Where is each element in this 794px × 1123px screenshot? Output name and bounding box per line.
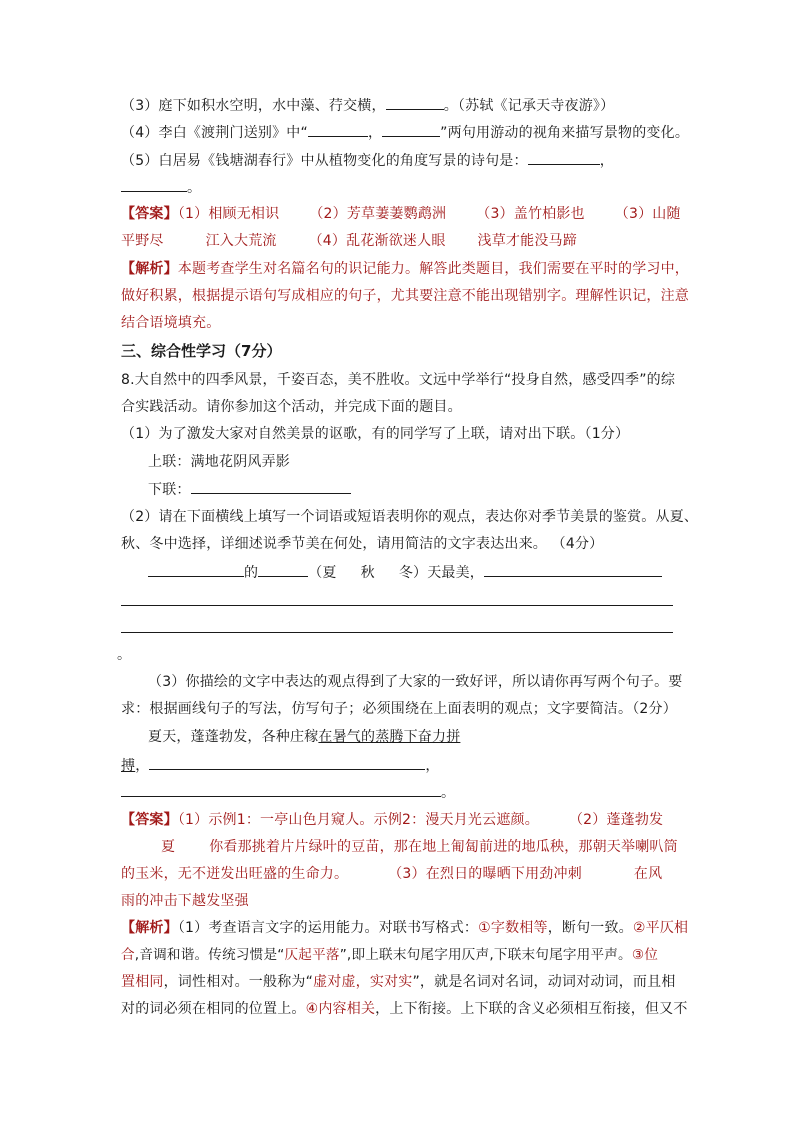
writing-end-period: 。 xyxy=(117,647,132,663)
q8-part2-1: （2）请在下面横线上填写一个词语或短语表明你的观点，表达你对季节美景的鉴赏。从夏、 xyxy=(121,509,699,525)
s3-answer-line-2 xyxy=(161,837,678,857)
answer-2: （2）芳草萋萋鹦鹉洲 xyxy=(309,206,447,222)
answer-blank[interactable] xyxy=(121,177,187,192)
season-blank[interactable] xyxy=(258,562,308,577)
s3-analysis-4a: 对的词必须在相同的位置上。 xyxy=(121,1001,306,1017)
q8-part2-2: 秋、冬中选择，详细述说季节美在何处，请用简洁的文字表达出来。 （4分） xyxy=(121,536,604,552)
s3-analysis-4b: ④内容相关 xyxy=(305,1001,376,1017)
imitation-line-2 xyxy=(121,782,455,803)
s3-answer-text-1: 你看那挑着片片绿叶的豆苗，那在地上匍匐前进的地瓜秧，那朝天举喇叭筒 xyxy=(209,839,678,855)
q5-end: 。 xyxy=(187,180,202,196)
analysis-text-1: 本题考查学生对名篇名句的识记能力。解答此类题目，我们需要在平时的学习中， xyxy=(177,261,690,277)
description-blank[interactable] xyxy=(484,562,662,577)
q5-text: （5）白居易《钱塘湖春行》中从植物变化的角度写景的诗句是： xyxy=(121,153,528,169)
s3-analysis-2b: ,音调和谐。传统习惯是“ xyxy=(134,947,285,963)
question-5-cont xyxy=(121,177,201,198)
imitation-blank-1[interactable] xyxy=(149,755,425,770)
answer-blank[interactable] xyxy=(386,95,444,110)
model-comma: ， xyxy=(135,758,150,774)
q8-part3-1: （3）你描绘的文字中表达的观点得到了大家的一致好评，所以请你再写两个句子。要 xyxy=(148,674,683,690)
answer-4c: 江入大荒流 xyxy=(205,233,277,249)
imitation-period: 。 xyxy=(441,785,456,801)
couplet-upper: 上联：满地花阴风弄影 xyxy=(148,454,290,470)
s3-analysis-3d: ”，就是名词对名词，动词对动词，而且相 xyxy=(412,974,676,990)
q8-intro-1: 8.大自然中的四季风景，千姿百态，美不胜收。文远中学举行“投身自然，感受四季”的综 xyxy=(121,372,676,388)
answer-blank[interactable] xyxy=(382,122,440,137)
model-sentence xyxy=(148,727,460,747)
question-3 xyxy=(121,95,614,116)
s3-answer-line-3 xyxy=(121,864,662,884)
s3-answer-tag: 【答案】 xyxy=(121,812,178,828)
answer-line-1 xyxy=(121,204,681,224)
q5-comma: ， xyxy=(599,153,614,169)
s3-analysis-3c: 虚对虚，实对实 xyxy=(313,974,413,990)
writing-line[interactable] xyxy=(121,605,673,606)
fill-line xyxy=(148,562,662,583)
imitation-blank-2[interactable] xyxy=(121,782,441,797)
s3-analysis-line-2 xyxy=(121,945,658,965)
answer-6: 浅草才能没马蹄 xyxy=(477,233,577,249)
s3-analysis-3b: ，词性相对。一般称为“ xyxy=(163,974,314,990)
s3-analysis-1c: ，断句一致。 xyxy=(547,920,633,936)
model-underlined: 在暑气的蒸腾下奋力拼 xyxy=(318,729,461,745)
analysis-line-3: 结合语境填充。 xyxy=(121,315,221,331)
analysis-line-1 xyxy=(121,259,689,279)
analysis-tag: 【解析】 xyxy=(121,261,178,277)
s3-analysis-1b: ①字数相等 xyxy=(478,920,548,936)
s3-analysis-2d: ”,即上联末句尾字用仄声,下联末句尾字用平声。 xyxy=(339,947,632,963)
q3-source: 。（苏轼《记承天寺夜游》） xyxy=(443,98,615,114)
q4-text: （4）李白《渡荆门送别》中“ xyxy=(121,125,308,141)
s3-answer-3b: 在风 xyxy=(633,866,663,882)
fill-de: 的 xyxy=(244,565,259,581)
season-winter: 冬）天最美， xyxy=(398,565,485,581)
model-plain: 夏天，蓬蓬勃发，各种庄稼 xyxy=(148,729,319,745)
s3-answer-2: （2）蓬蓬勃发 xyxy=(568,812,664,828)
model-sentence-cont xyxy=(121,755,440,776)
s3-analysis-4c: ，上下衔接。上下联的含义必须相互衔接，但又不 xyxy=(375,1001,688,1017)
opinion-blank[interactable] xyxy=(148,562,244,577)
q3-text: （3）庭下如积水空明，水中藻、荇交横， xyxy=(121,98,386,114)
answer-4b: 平野尽 xyxy=(121,233,164,249)
answer-1: （1）相顾无相识 xyxy=(177,206,280,222)
writing-line[interactable] xyxy=(121,632,673,633)
q8-part3-2: 求：根据画线句子的写法，仿写句子；必须围绕在上面表明的观点；文字要简洁。（2分） xyxy=(121,701,677,717)
s3-answer-3: （3）在烈日的曝晒下用劲冲刺 xyxy=(388,866,582,882)
s3-analysis-line-3 xyxy=(121,972,676,992)
couplet-lower-blank[interactable] xyxy=(191,479,351,494)
q8-part1: （1）为了激发大家对自然美景的讴歌，有的同学写了上联，请对出下联。（1分） xyxy=(121,426,630,442)
s3-analysis-tag: 【解析】 xyxy=(121,920,178,936)
q4-tail: ”两句用游动的视角来描写景物的变化。 xyxy=(440,125,690,141)
season-autumn: 秋 xyxy=(360,565,375,581)
model-cont: 搏 xyxy=(121,758,136,774)
analysis-line-2: 做好积累，根据提示语句写成相应的句子，尤其要注意不能出现错别字。理解性识记，注意 xyxy=(121,288,689,304)
s3-analysis-3a: 置相同 xyxy=(121,974,164,990)
s3-analysis-2a: 合 xyxy=(121,947,135,963)
s3-answer-line-4: 雨的冲击下越发坚强 xyxy=(121,893,249,909)
s3-analysis-line-4 xyxy=(121,999,688,1019)
answer-tag: 【答案】 xyxy=(121,206,178,222)
question-5 xyxy=(121,150,614,171)
couplet-lower-label: 下联： xyxy=(148,482,191,498)
s3-analysis-2e: ③位 xyxy=(631,947,659,963)
answer-blank[interactable] xyxy=(308,122,368,137)
answer-5: （4）乱花渐欲迷人眼 xyxy=(308,233,446,249)
s3-answer-line-1 xyxy=(121,810,663,830)
s3-answer-1: （1）示例1：一亭山色月窥人。示例2：漫天月光云遮颜。 xyxy=(177,812,539,828)
s3-analysis-line-1 xyxy=(121,918,688,938)
question-4 xyxy=(121,122,689,143)
imitation-comma: ， xyxy=(425,758,440,774)
season-summer: （夏 xyxy=(308,565,337,581)
s3-answer-text-2: 的玉米，无不迸发出旺盛的生命力。 xyxy=(121,866,349,882)
s3-analysis-1d: ②平仄相 xyxy=(632,920,689,936)
answer-4a: （3）山随 xyxy=(614,206,681,222)
q4-comma: ， xyxy=(367,125,383,141)
answer-line-2 xyxy=(121,231,577,251)
q8-intro-2: 合实践活动。请你参加这个活动，并完成下面的题目。 xyxy=(121,399,462,415)
couplet-lower xyxy=(148,479,351,500)
s3-analysis-2c: 仄起平落 xyxy=(284,947,340,963)
s3-analysis-1a: （1）考查语言文字的运用能力。对联书写格式： xyxy=(177,920,479,936)
s3-answer-season: 夏 xyxy=(161,839,176,855)
answer-3: （3）盖竹柏影也 xyxy=(476,206,585,222)
answer-blank[interactable] xyxy=(528,150,600,165)
section-heading: 三、综合性学习（7分） xyxy=(121,342,282,360)
